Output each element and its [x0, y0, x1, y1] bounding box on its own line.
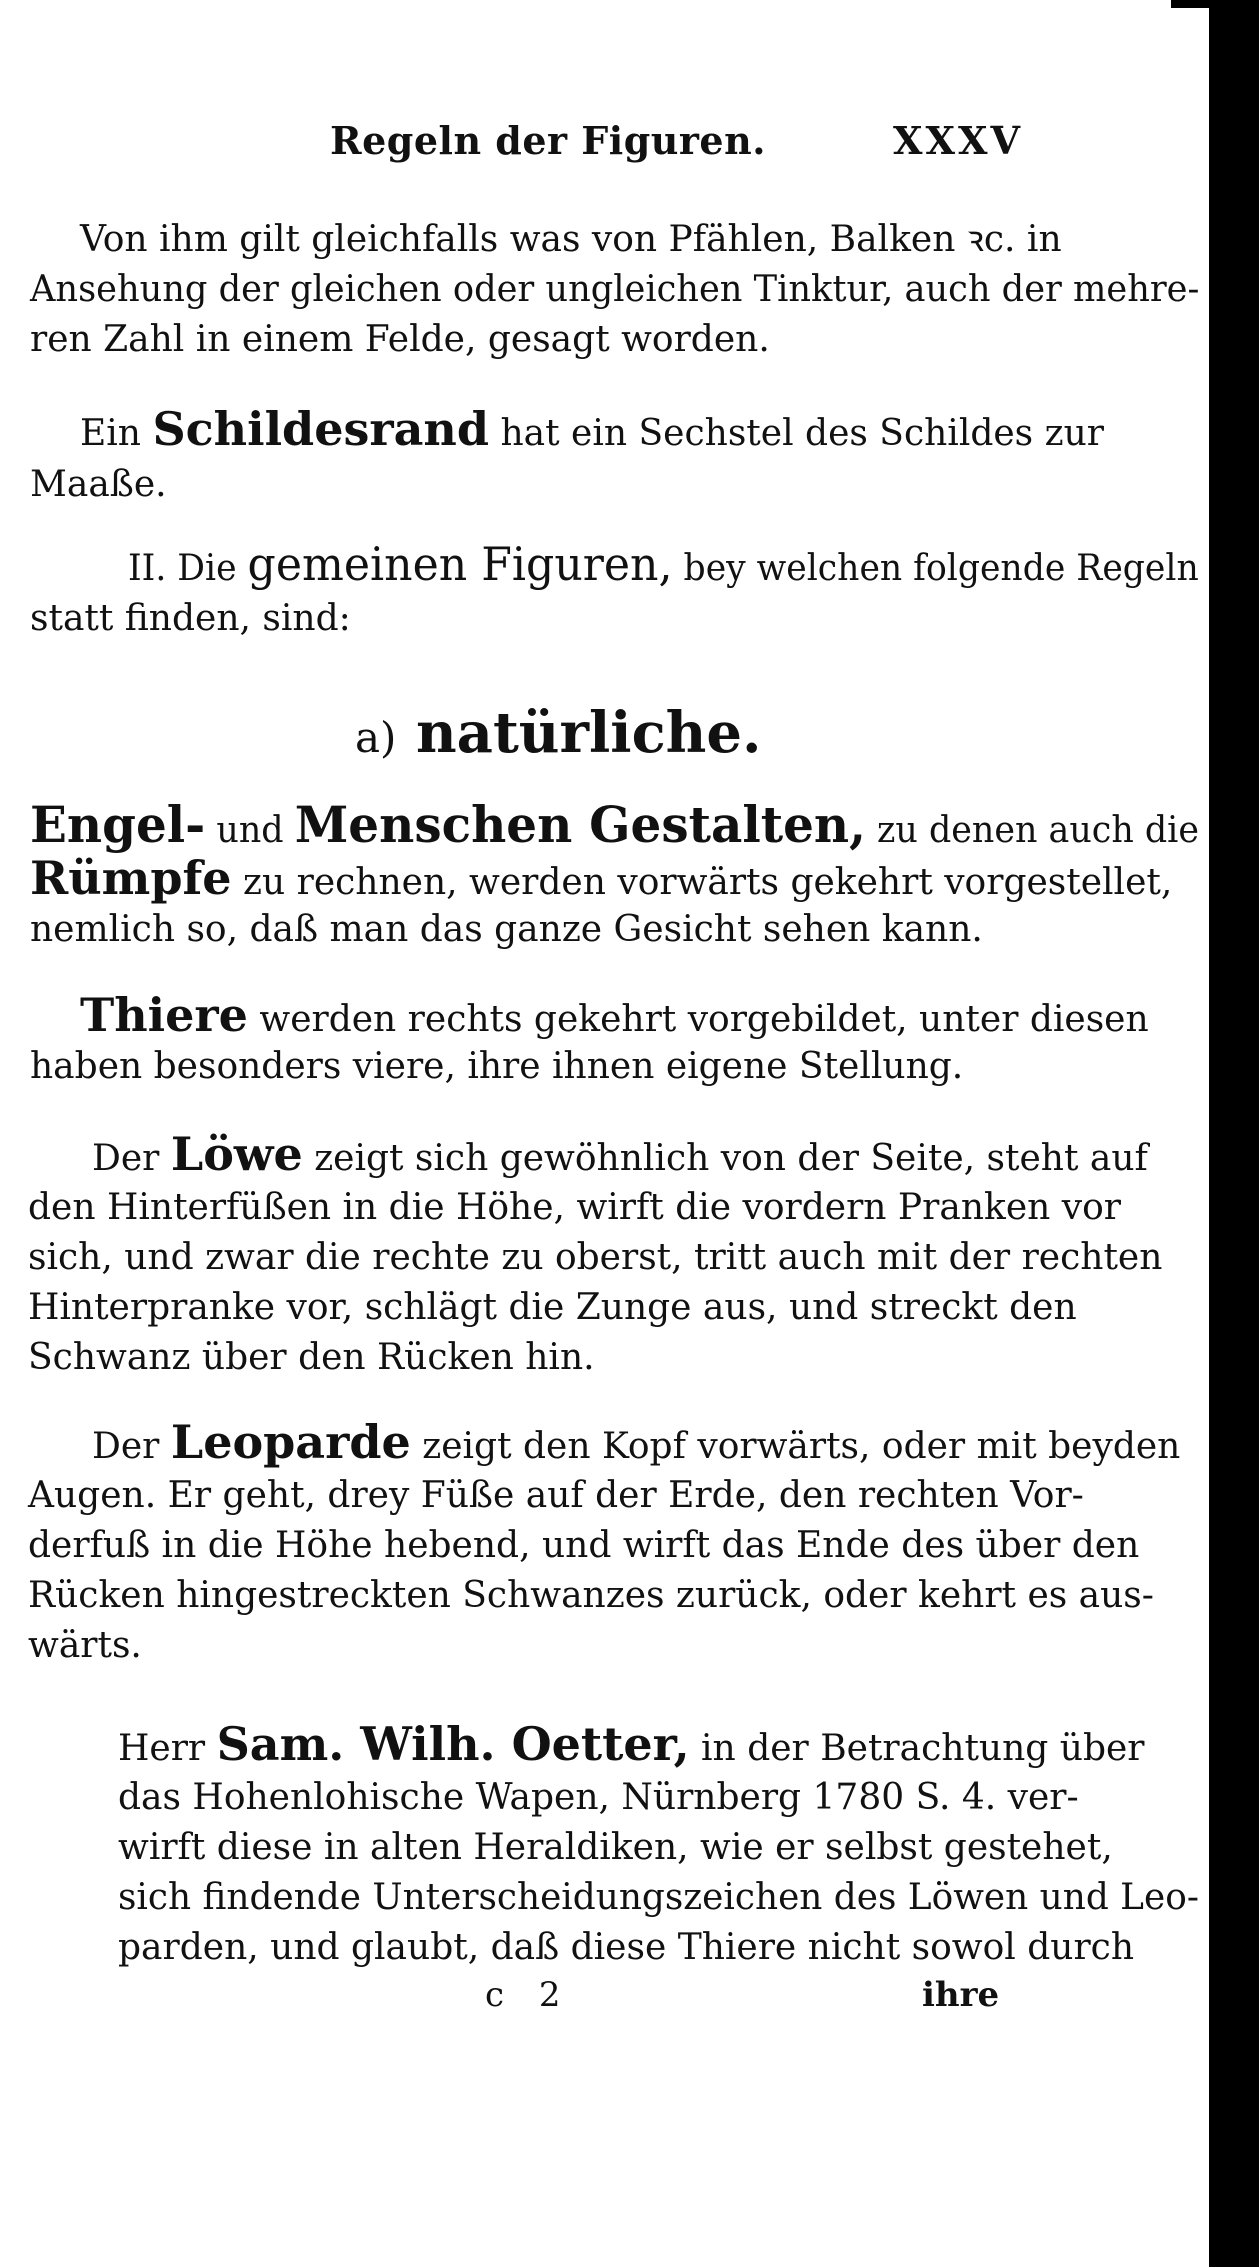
para4-line2: [30, 851, 1173, 905]
para7-line1: [92, 1415, 1181, 1469]
para6-line4: Hinterpranke vor, schlägt die Zunge aus, und streckt den: [28, 1287, 1077, 1328]
term-engel: Engel-: [30, 795, 206, 854]
term-menschen-gestalten: Menschen Gestalten,: [294, 795, 866, 854]
scan-edge: [1209, 0, 1259, 2267]
para4-line1: [30, 795, 1199, 854]
signature-mark: c 2: [485, 1975, 573, 2015]
para8-line4: sich findende Unterscheidungszeichen des Löwen und Leo-: [118, 1877, 1199, 1918]
section-title: natürliche.: [415, 700, 762, 766]
catchword: ihre: [922, 1975, 1000, 2015]
term-thiere: Thiere: [80, 988, 248, 1042]
scan-edge-top: [1171, 0, 1259, 8]
para3-line2: statt finden, sind:: [30, 598, 351, 639]
para5-post: werden rechts gekehrt vorgebildet, unter diesen: [259, 999, 1149, 1040]
para7-line3: derfuß in die Höhe hebend, und wirft das Ende des über den: [28, 1525, 1140, 1566]
para4-post: zu denen auch die: [877, 810, 1199, 851]
term-lowe: Löwe: [170, 1127, 303, 1181]
page-number: XXXV: [893, 118, 1023, 163]
term-schildesrand: Schildesrand: [152, 402, 490, 456]
section-prefix: a): [355, 713, 397, 762]
para2-line2: Maaße.: [30, 464, 167, 505]
running-header-title: Regeln der Figuren.: [330, 118, 766, 163]
para6-post: zeigt sich gewöhnlich von der Seite, steht auf: [314, 1138, 1148, 1179]
para3-post: bey welchen folgende Regeln: [683, 548, 1199, 589]
para7-line2: Augen. Er geht, drey Füße auf der Erde, den rechten Vor-: [28, 1475, 1084, 1516]
para6-line3: sich, und zwar die rechte zu oberst, tritt auch mit der rechten: [28, 1237, 1163, 1278]
para4-line3: nemlich so, daß man das ganze Gesicht sehen kann.: [30, 909, 983, 950]
para2-line1: [80, 402, 1104, 456]
para3-pre: II. Die: [128, 548, 237, 589]
para2-post: hat ein Sechstel des Schildes zur: [500, 413, 1104, 454]
para8-line5: parden, und glaubt, daß diese Thiere nicht sowol durch: [118, 1927, 1134, 1968]
para7-line5: wärts.: [28, 1625, 142, 1666]
para6-pre: Der: [92, 1138, 160, 1179]
para8-line2: das Hohenlohische Wapen, Nürnberg 1780 S. 4. ver-: [118, 1777, 1079, 1818]
para7-post: zeigt den Kopf vorwärts, oder mit beyden: [422, 1426, 1181, 1467]
para4-mid: und: [216, 810, 284, 851]
para8-line1: [118, 1717, 1145, 1771]
term-rumpfe: Rümpfe: [30, 851, 232, 905]
para2-pre: Ein: [80, 413, 141, 454]
para3-line1: [128, 537, 1199, 591]
term-gemeinen-figuren: gemeinen Figuren,: [247, 537, 673, 591]
para4-l2-post: zu rechnen, werden vorwärts gekehrt vorgestellet,: [243, 862, 1173, 903]
para5-line1: [80, 988, 1149, 1042]
para8-pre: Herr: [118, 1728, 206, 1769]
para8-post: in der Betrachtung über: [701, 1728, 1145, 1769]
term-leoparde: Leoparde: [170, 1415, 411, 1469]
para6-line5: Schwanz über den Rücken hin.: [28, 1337, 595, 1378]
para7-line4: Rücken hingestreckten Schwanzes zurück, oder kehrt es aus-: [28, 1575, 1154, 1616]
para1-line3: ren Zahl in einem Felde, gesagt worden.: [30, 319, 770, 360]
para8-line3: wirft diese in alten Heraldiken, wie er selbst gestehet,: [118, 1827, 1113, 1868]
para5-line2: haben besonders viere, ihre ihnen eigene Stellung.: [30, 1046, 964, 1087]
section-heading: [355, 700, 762, 766]
para1-line1: Von ihm gilt gleichfalls was von Pfählen, Balken ꝛc. in: [80, 219, 1062, 260]
para1-line2: Ansehung der gleichen oder ungleichen Tinktur, auch der mehre-: [30, 269, 1200, 310]
para7-pre: Der: [92, 1426, 160, 1467]
term-oetter: Sam. Wilh. Oetter,: [216, 1717, 690, 1771]
para6-line2: den Hinterfüßen in die Höhe, wirft die vordern Pranken vor: [28, 1187, 1121, 1228]
para6-line1: [92, 1127, 1148, 1181]
